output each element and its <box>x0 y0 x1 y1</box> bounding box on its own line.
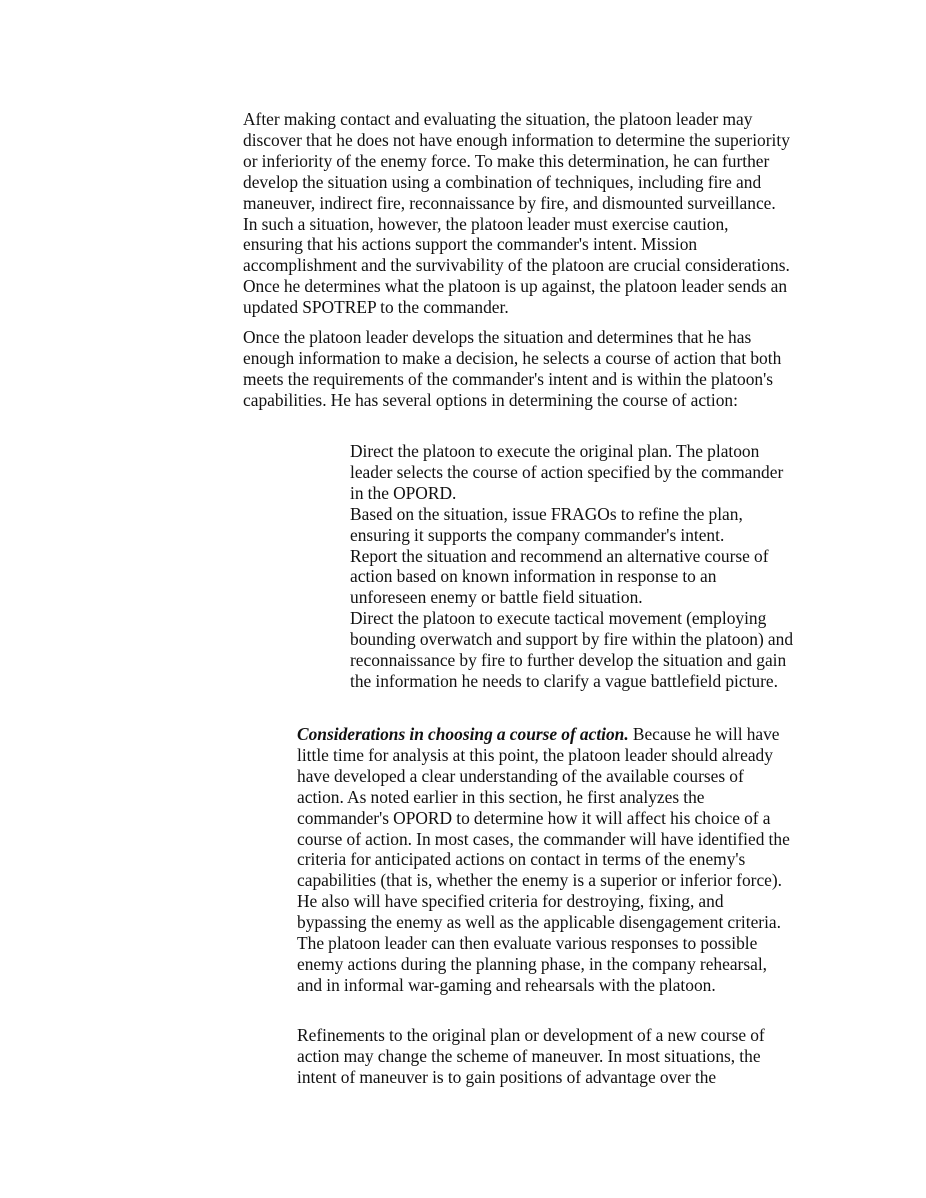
paragraph-considerations <box>297 724 791 996</box>
considerations-body: Because he will have little time for analysis at this point, the platoon leader should already have developed a clear understanding of the available courses of action. As noted earlier in this section, he first analyzes the commander's OPORD to determine how it will affect his choice of a course of action. In most cases, the commander will have identified the criteria for anticipated actions on contact in terms of the enemy's capabilities (that is, whether the enemy is a superior or inferior force). He also will have specified criteria for destroying, fixing, and bypassing the enemy as well as the applicable disengagement criteria. The platoon leader can then evaluate various responses to possible enemy actions during the planning phase, in the company rehearsal, and in informal war-gaming and rehearsals with the platoon. <box>297 724 790 995</box>
paragraph-select-course-of-action: Once the platoon leader develops the situation and determines that he has enough information to make a decision, he selects a course of action that both meets the requirements of the commander's intent and is within the platoon's capabilities. He has several options in determining the course of action: <box>243 327 782 410</box>
considerations-heading: Considerations in choosing a course of action. <box>297 724 629 744</box>
course-of-action-options-list <box>350 441 796 692</box>
option-issue-fragos: Based on the situation, issue FRAGOs to refine the plan, ensuring it supports the company commander's intent. <box>350 503 743 545</box>
option-execute-original-plan: Direct the platoon to execute the original plan. The platoon leader selects the course of action specified by the commander in the OPORD. <box>350 441 784 503</box>
paragraph-refinements: Refinements to the original plan or development of a new course of action may change the scheme of maneuver. In most situations, the intent of maneuver is to gain positions of advantage over the <box>297 1025 765 1087</box>
option-tactical-movement: Direct the platoon to execute tactical movement (employing bounding overwatch and support by fire within the platoon) and reconnaissance by fire to further develop the situation and gain the information he needs to clarify a vague battlefield picture. <box>350 608 794 691</box>
paragraph-develop-situation: After making contact and evaluating the situation, the platoon leader may discover that he does not have enough information to determine the superiority or inferiority of the enemy force. To make this determination, he can further develop the situation using a combination of techniques, including fire and maneuver, indirect fire, reconnaissance by fire, and dismounted surveillance. In such a situation, however, the platoon leader must exercise caution, ensuring that his actions support the commander's intent. Mission accomplishment and the survivability of the platoon are crucial considerations. Once he determines what the platoon is up against, the platoon leader sends an updated SPOTREP to the commander. <box>243 109 790 318</box>
option-report-and-recommend: Report the situation and recommend an alternative course of action based on known information in response to an unforeseen enemy or battle field situation. <box>350 545 769 608</box>
